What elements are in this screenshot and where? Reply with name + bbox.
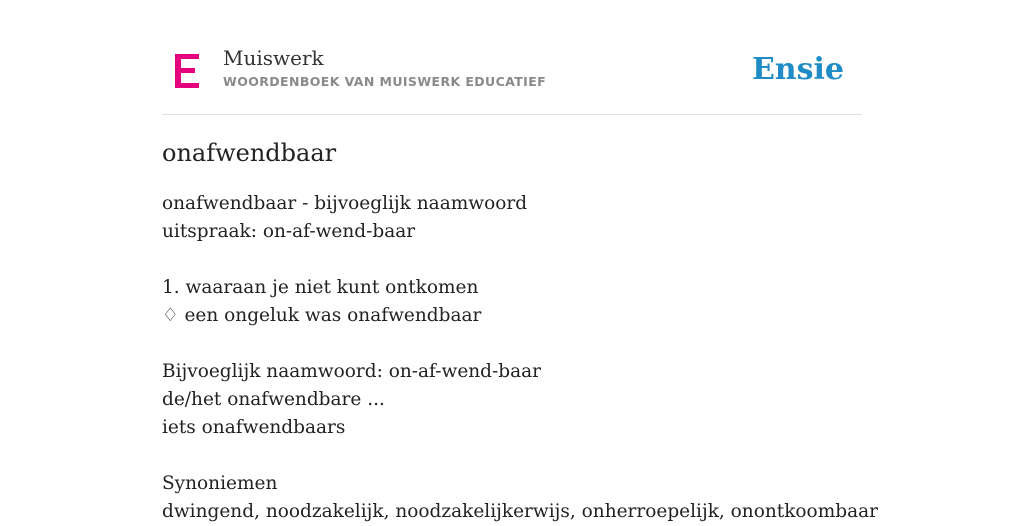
synonym-link[interactable]: dwingend	[162, 501, 255, 522]
blank-line	[162, 442, 862, 470]
synonym-link[interactable]: noodzakelijk	[265, 501, 384, 522]
blank-line	[162, 330, 862, 358]
pronunciation-line: uitspraak: on-af-wend-baar	[162, 221, 416, 242]
synonyms-heading: Synoniemen	[162, 473, 278, 494]
page-title: onafwendbaar	[162, 139, 337, 167]
site-header	[162, 44, 862, 115]
brand-text	[223, 45, 546, 91]
entry-content	[162, 190, 878, 526]
separator: ,	[383, 501, 396, 522]
inflection-form: de/het onafwendbare ...	[162, 389, 385, 410]
synonyms-list	[162, 498, 878, 526]
synonym-link[interactable]: noodzakelijkerwijs	[395, 501, 570, 522]
synonym-link[interactable]: onontkoombaar	[730, 501, 878, 522]
inflection-form: iets onafwendbaars	[162, 417, 346, 438]
example-line: ♢ een ongeluk was onafwendbaar	[162, 305, 482, 326]
separator: ,	[569, 501, 582, 522]
separator: ,	[254, 501, 266, 522]
ensie-logo-link[interactable]: Ensie	[751, 52, 844, 87]
definition-line: 1. waaraan je niet kunt ontkomen	[162, 277, 479, 298]
brand-subtitle: WOORDENBOEK VAN MUISWERK EDUCATIEF	[223, 74, 547, 89]
synonym-link[interactable]: onherroepelijk	[581, 501, 719, 522]
brand-name[interactable]: Muiswerk	[223, 46, 324, 70]
separator: ,	[718, 501, 731, 522]
adjective-heading: Bijvoeglijk naamwoord: on-af-wend-baar	[162, 361, 542, 382]
part-of-speech-line: onafwendbaar - bijvoeglijk naamwoord	[162, 193, 528, 214]
muiswerk-e-logo-icon[interactable]	[173, 54, 201, 88]
blank-line	[162, 246, 862, 274]
page	[162, 0, 878, 522]
